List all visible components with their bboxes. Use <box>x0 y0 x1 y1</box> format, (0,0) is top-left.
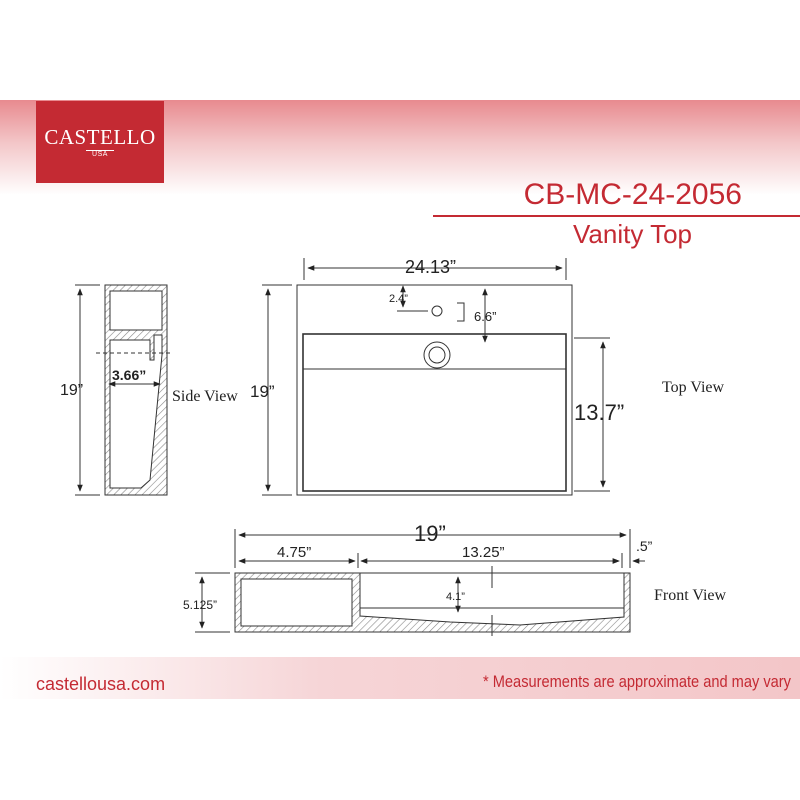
brand-subtitle: USA <box>86 150 114 159</box>
front-height-label: 5.125” <box>183 598 218 612</box>
drain-offset-label: 6.6” <box>474 309 497 324</box>
side-shelf-cavity <box>110 291 162 330</box>
side-height-label: 19” <box>60 382 84 399</box>
side-offset-label: 3.66” <box>112 367 147 383</box>
front-wall-label: .5” <box>636 538 653 554</box>
faucet-offset-label: 2.4” <box>389 293 408 305</box>
bowl-depth-label: 13.7” <box>574 400 625 425</box>
faucet-bracket <box>457 303 464 321</box>
drain-ring-outer <box>424 342 450 368</box>
product-type: Vanity Top <box>572 219 692 249</box>
front-view-label: Front View <box>654 587 727 604</box>
front-shelf-label: 4.75” <box>277 544 312 561</box>
top-view-label: Top View <box>662 379 725 396</box>
front-basin-label: 13.25” <box>462 544 505 561</box>
front-basin-depth-label: 4.1” <box>446 591 465 603</box>
top-outer-outline <box>297 285 572 495</box>
top-view-drawing <box>262 258 610 495</box>
top-depth-label: 19” <box>250 382 275 401</box>
top-basin-outline <box>303 334 566 491</box>
disclaimer-text: * Measurements are approximate and may vary <box>483 672 791 691</box>
top-width-label: 24.13” <box>405 257 457 277</box>
brand-name: CASTELLO <box>44 124 156 149</box>
front-overall-label: 19” <box>414 521 446 546</box>
model-number: CB-MC-24-2056 <box>523 178 742 211</box>
drain-ring-inner <box>429 347 445 363</box>
faucet-hole <box>432 306 442 316</box>
website-link[interactable]: castellousa.com <box>36 674 166 694</box>
front-shelf-cavity <box>241 579 352 626</box>
side-view-label: Side View <box>172 388 238 405</box>
side-view-drawing <box>75 285 170 495</box>
